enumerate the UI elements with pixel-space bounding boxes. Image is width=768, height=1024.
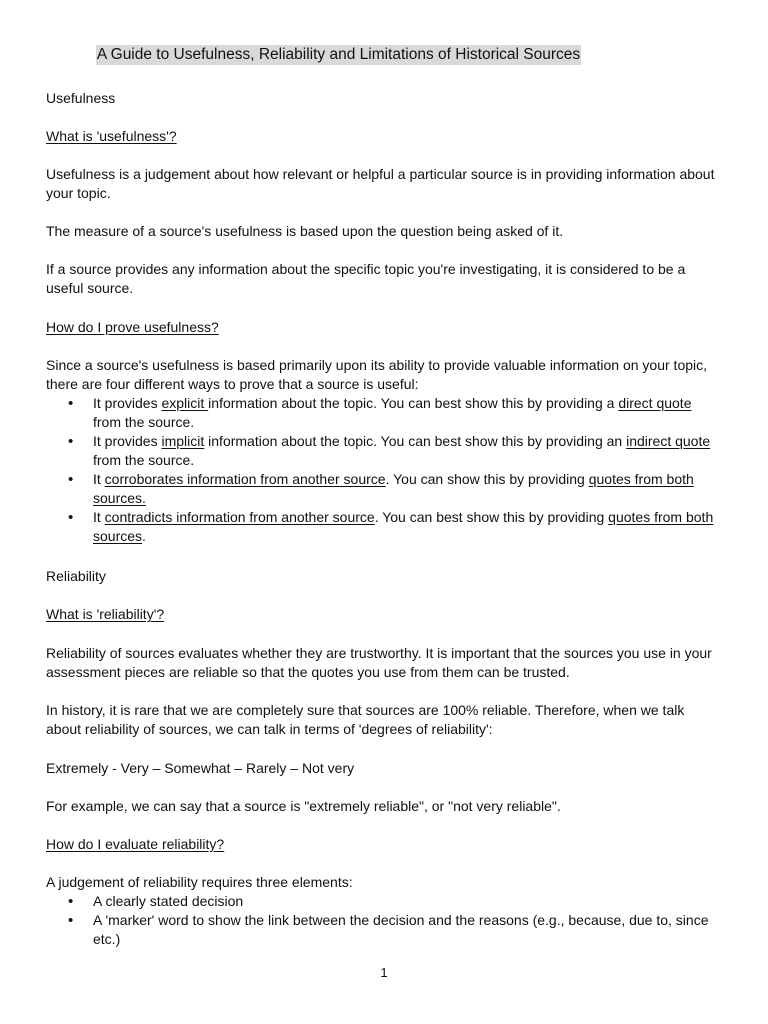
list-item: • It provides implicit information about the topic. You can best show this by providing an indirect quote from the source. xyxy=(46,432,723,470)
list-item: • A clearly stated decision xyxy=(46,892,723,911)
list-item: • It contradicts information from another source. You can best show this by providing quotes from both sources. xyxy=(46,508,723,546)
question-how-evaluate-reliability: How do I evaluate reliability? xyxy=(46,836,225,852)
list-item: • It provides explicit information about the topic. You can best show this by providing a direct quote from the source. xyxy=(46,394,723,432)
paragraph: If a source provides any information about the specific topic you're investigating, it is considered to be a useful source. xyxy=(46,261,686,296)
paragraph: In history, it is rare that we are completely sure that sources are 100% reliable. Therefore, when we talk about reliability of sources, we can talk in terms of 'degrees of reliability': xyxy=(46,702,685,737)
reliability-bullet-list xyxy=(46,892,723,949)
question-what-is-usefulness: What is 'usefulness'? xyxy=(46,128,177,144)
page-number: 1 xyxy=(380,965,388,980)
list-item: • It corroborates information from another source. You can show this by providing quotes from both sources. xyxy=(46,470,723,508)
paragraph: The measure of a source's usefulness is based upon the question being asked of it. xyxy=(46,223,564,239)
paragraph: Reliability of sources evaluates whether they are trustworthy. It is important that the sources you use in your assessment pieces are reliable so that the quotes you use from them can be trusted. xyxy=(46,645,712,680)
usefulness-bullet-list xyxy=(46,394,723,546)
list-item: • A 'marker' word to show the link between the decision and the reasons (e.g., because, due to, since etc.) xyxy=(46,911,723,949)
section-heading-reliability: Reliability xyxy=(46,568,106,584)
reliability-scale: Extremely - Very – Somewhat – Rarely – Not very xyxy=(46,760,355,776)
paragraph: For example, we can say that a source is "extremely reliable", or "not very reliable". xyxy=(46,798,561,814)
paragraph: A judgement of reliability requires three elements: xyxy=(46,874,353,890)
section-heading-usefulness: Usefulness xyxy=(46,90,116,106)
question-what-is-reliability: What is 'reliability'? xyxy=(46,606,165,622)
paragraph: Since a source's usefulness is based primarily upon its ability to provide valuable information on your topic, there are four different ways to prove that a source is useful: xyxy=(46,357,708,392)
paragraph: Usefulness is a judgement about how relevant or helpful a particular source is in providing information about your topic. xyxy=(46,166,715,201)
question-how-prove-usefulness: How do I prove usefulness? xyxy=(46,319,219,335)
document-title: A Guide to Usefulness, Reliability and Limitations of Historical Sources xyxy=(96,46,581,63)
